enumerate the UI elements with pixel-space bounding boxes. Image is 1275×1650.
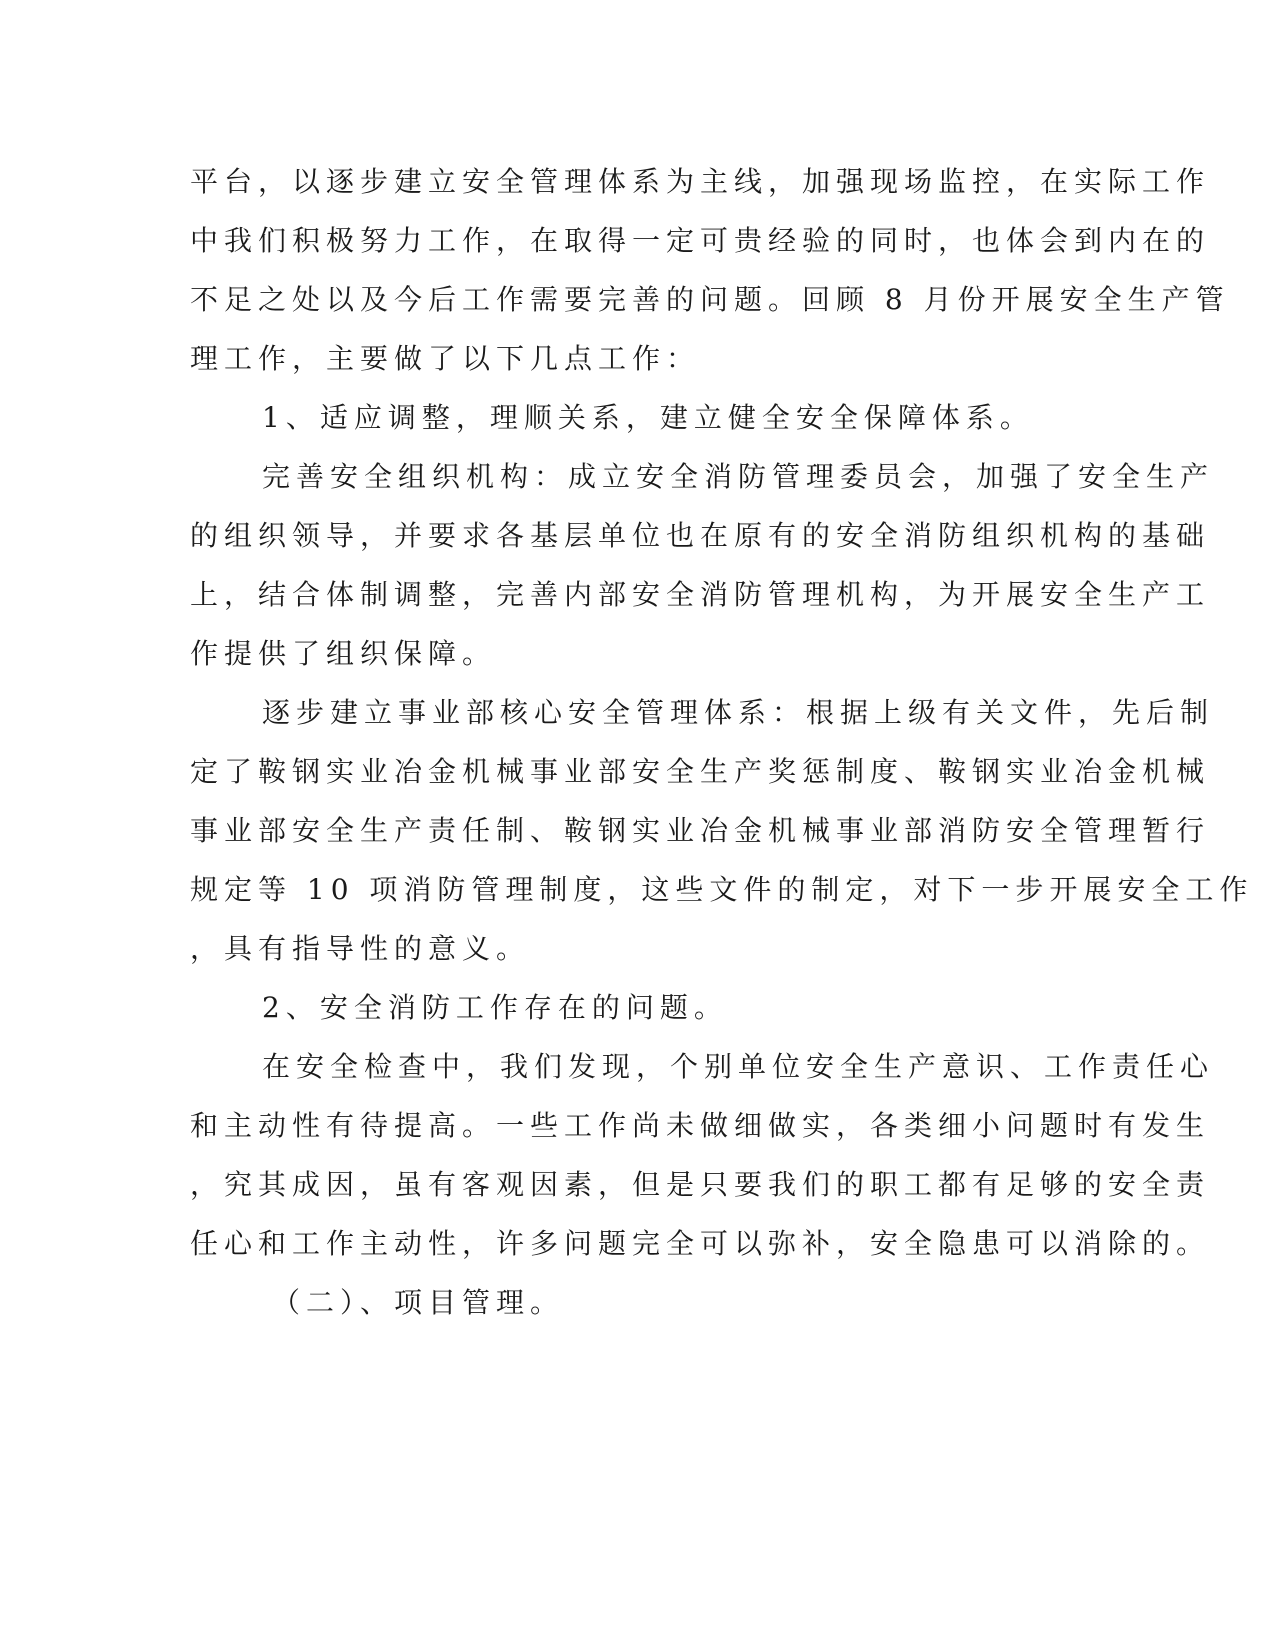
text-line: 规定等 10 项消防管理制度，这些文件的制定，对下一步开展安全工作	[190, 873, 1254, 906]
section-heading: （二）、项目管理。	[272, 1286, 565, 1319]
text-line: 中我们积极努力工作，在取得一定可贵经验的同时，也体会到内在的	[190, 224, 1211, 257]
text-line: 定了鞍钢实业冶金机械事业部安全生产奖惩制度、鞍钢实业冶金机械	[190, 755, 1211, 788]
text-line: 任心和工作主动性，许多问题完全可以弥补，安全隐患可以消除的。	[190, 1227, 1211, 1260]
paragraph-start: 完善安全组织机构：成立安全消防管理委员会，加强了安全生产	[262, 460, 1215, 493]
text-line: 不足之处以及今后工作需要完善的问题。回顾 8 月份开展安全生产管	[190, 283, 1230, 316]
paragraph-start: 逐步建立事业部核心安全管理体系：根据上级有关文件，先后制	[262, 696, 1215, 729]
paragraph-start: 在安全检查中，我们发现，个别单位安全生产意识、工作责任心	[262, 1050, 1215, 1083]
text-line: 作提供了组织保障。	[190, 637, 497, 670]
text-line: 平台，以逐步建立安全管理体系为主线，加强现场监控，在实际工作	[190, 165, 1211, 198]
text-line: 理工作，主要做了以下几点工作：	[190, 342, 701, 375]
section-heading: 2、安全消防工作存在的问题。	[262, 991, 728, 1024]
text-line: 上，结合体制调整，完善内部安全消防管理机构，为开展安全生产工	[190, 578, 1211, 611]
text-line: 的组织领导，并要求各基层单位也在原有的安全消防组织机构的基础	[190, 519, 1211, 552]
text-line: ，究其成因，虽有客观因素，但是只要我们的职工都有足够的安全责	[190, 1168, 1211, 1201]
text-line: ，具有指导性的意义。	[190, 932, 531, 965]
section-heading: 1、适应调整，理顺关系，建立健全安全保障体系。	[262, 401, 1034, 434]
text-line: 事业部安全生产责任制、鞍钢实业冶金机械事业部消防安全管理暂行	[190, 814, 1211, 847]
text-line: 和主动性有待提高。一些工作尚未做细做实，各类细小问题时有发生	[190, 1109, 1211, 1142]
